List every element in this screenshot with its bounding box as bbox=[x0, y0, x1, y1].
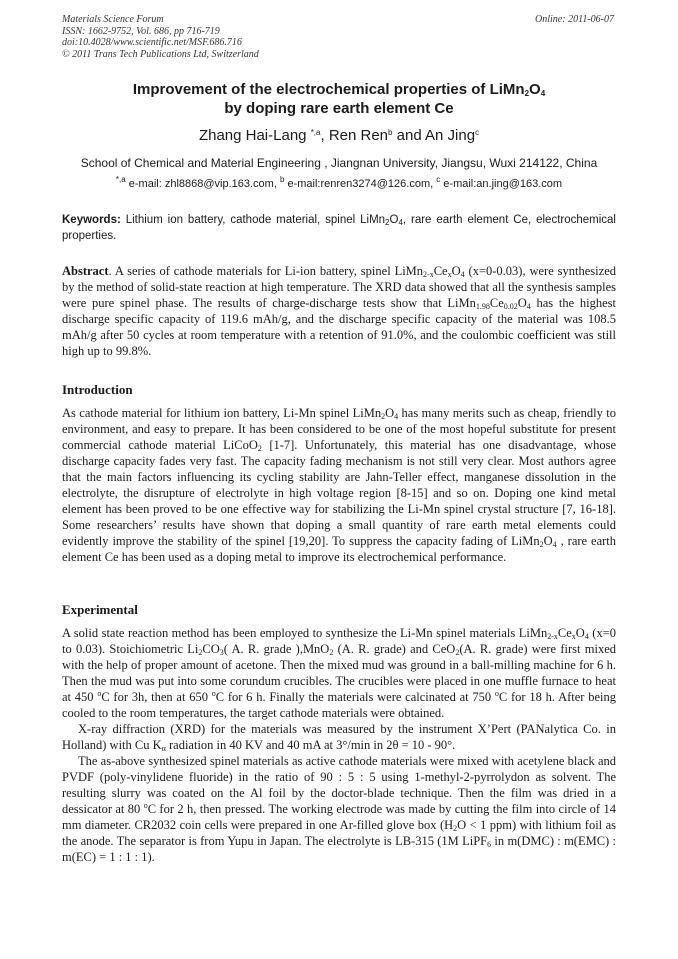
experimental-paragraph-2: X-ray diffraction (XRD) for the materials was measured by the instrument X’Pert (PANalytica Co. in Holland) with Cu $K_\alpha$ radiation in 40 KV and 40 mA at 3°/min in 2θ = 10 - 90°. bbox=[62, 722, 616, 753]
experimental-section bbox=[62, 625, 616, 865]
paper-title: Improvement of the electrochemical properties of $LiMn_2O_4$ by doping rare earth element Ce bbox=[132, 81, 546, 117]
experimental-heading: Experimental bbox=[62, 602, 138, 617]
journal-metadata bbox=[62, 14, 259, 60]
doi-line[interactable]: doi:10.4028/www.scientific.net/MSF.686.716 bbox=[62, 37, 242, 48]
author-list: Zhang Hai-Lang $^{*,a}$, Ren Ren$^b$ and An Jing$^c$ bbox=[198, 127, 480, 144]
introduction-heading: Introduction bbox=[62, 382, 133, 397]
experimental-paragraph-1: A solid state reaction method has been employed to synthesize the Li-Mn spinel materials $LiMn_{2-x}Ce_xO_4$ (x=0 to 0.03). Stoichiometric $Li_2CO_3$( A. R. grade ),MnO$_2$ (A. R. grade) and CeO$_2$(A. R. grade) were first mixed with the help of proper amount of acetone. Then the mixed mud was ground in a ball-milling machine for 6 h. Then the mud was put into some corundum crucibles. The crucibles were placed in one muffle furnace to heat at 450 $^o$C for 3h, then at 650 $^o$C for 6 h. Finally the materials were calcinated at 750 $^o$C for 18 h. After being cooled to the room temperatures, the target cathode materials were obtained. bbox=[62, 626, 617, 720]
abstract-paragraph: Abstract. A series of cathode materials for Li-ion battery, spinel $LiMn_{2-x}Ce_xO_4$ (x=0-0.03), were synthesized by the method of solid-state reaction at high temperature. The XRD data showed that all the synthesis samples were pure spinel phase. The results of charge-discharge tests show that $LiMn_{1.98}Ce_{0.02}O_4$ has the highest discharge specific capacity of 119.6 mAh/g, and the discharge specific capacity of the material was 108.5 mAh/g after 50 cycles at room temperature with a retention of 91.0%, and the coulombic coefficient was still high up to 99.8%. bbox=[62, 264, 616, 358]
affiliation: School of Chemical and Material Engineering , Jiangnan University, Jiangsu, Wuxi 214122, China bbox=[80, 156, 598, 170]
abstract-label: Abstract bbox=[62, 264, 109, 278]
experimental-paragraph-3: The as-above synthesized spinel materials as active cathode materials were mixed with acetylene black and PVDF (poly-vinylidene fluoride) in the ratio of 90 : 5 : 5 using 1-methyl-2-pyrrolydon as solvent. The resulting slurry was coated on the Al foil by the doctor-blade technique. Then the film was dried in a dessicator at 80 $^o$C for 2 h, then pressed. The working electrode was made by cutting the film into circle of 14 mm diameter. CR2032 coin cells were prepared in one Ar-filled glove box ($H_2O < 1$ ppm) with lithium foil as the anode. The separator is from Yupu in Japan. The electrolyte is LB-315 (1M LiPF$_6$ in m(DMC) : m(EMC) : m(EC) = 1 : 1 : 1). bbox=[62, 754, 616, 864]
author-emails[interactable]: $^{*,a}$ e-mail: zhl8868@vip.163.com, $^b$ e-mail:renren3274@126.com, $^c$ e-mail:an.jing@163.com bbox=[115, 175, 563, 190]
online-date: Online: 2011-06-07 bbox=[535, 14, 614, 25]
copyright-line: © 2011 Trans Tech Publications Ltd, Switzerland bbox=[62, 48, 259, 60]
journal-name: Materials Science Forum bbox=[62, 14, 164, 25]
keywords-label: Keywords: bbox=[62, 214, 121, 226]
issn-line: ISSN: 1662-9752, Vol. 686, pp 716-719 bbox=[62, 25, 220, 37]
keywords: Keywords: Lithium ion battery, cathode material, spinel $LiMn_2O_4$, rare earth element Ce, electrochemical properties. bbox=[62, 214, 616, 242]
introduction-paragraph: As cathode material for lithium ion battery, Li-Mn spinel $LiMn_2O_4$ has many merits such as cheap, friendly to environment, and easy to prepare. It has been considered to be one of the most hopeful substitute for present commercial cathode material LiCoO$_2$ [1-7]. Unfortunately, this material has one disadvantage, whose discharge capacity fades very fast. The capacity fading mechanism is not still very clear. Most authors agree that the main factors influencing its cycling stability are Jahn-Teller effect, manganese dissolution in the electrolyte, the disrupture of electrolyte in high voltage region [8-15] and so on. Doping one kind metal element has been proved to be one effective way for stabilizing the Li-Mn spinel crystal structure [7, 16-18]. Some researchers’ results have shown that doping a small quantity of rare earth metal elements could evidently improve the stability of the spinel [19,20]. To suppress the capacity fading of $LiMn_2O_4$ , rare earth element Ce has been used as a doping metal to improve its electrochemical performance. bbox=[62, 406, 616, 564]
